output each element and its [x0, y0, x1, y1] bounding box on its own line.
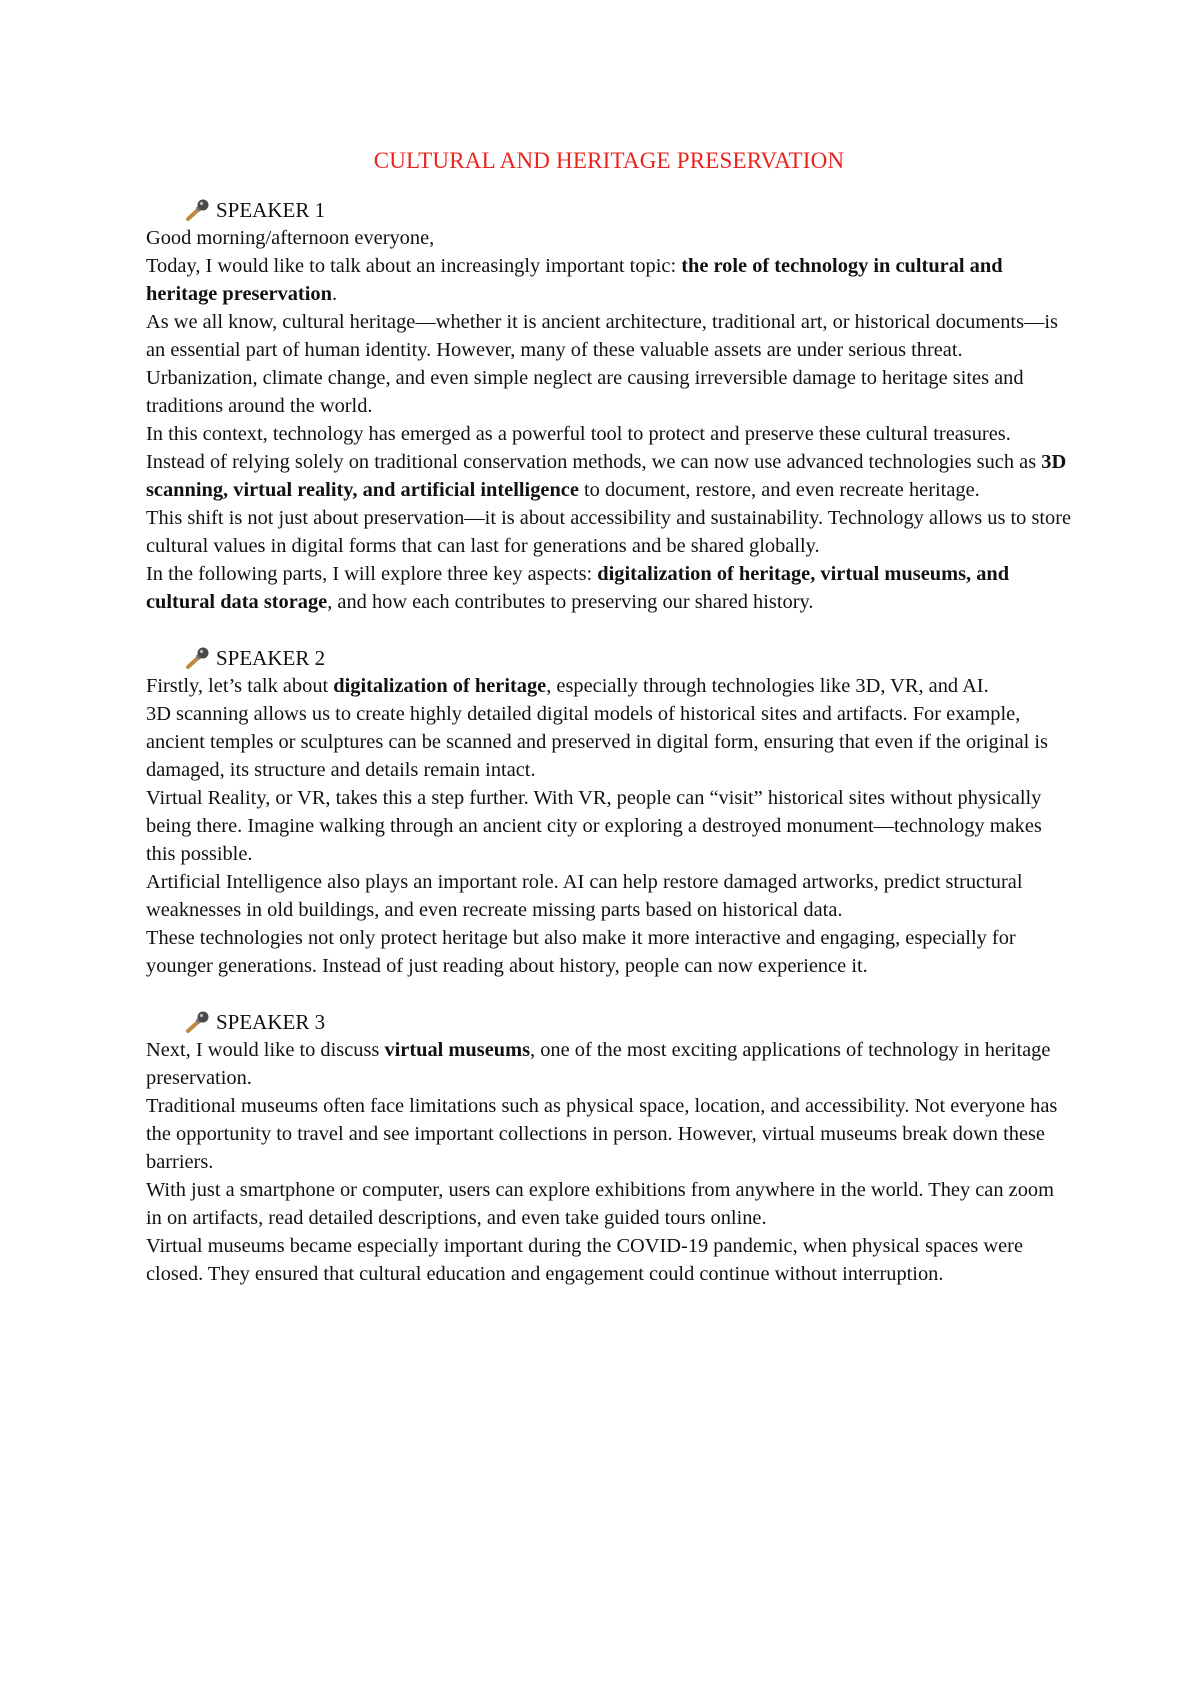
text-run: In the following parts, I will explore three key aspects: — [146, 563, 598, 585]
paragraph — [146, 924, 1072, 980]
bold-phrase: digitalization of heritage — [333, 675, 547, 697]
text-run: Today, I would like to talk about an increasingly important topic: — [146, 255, 682, 277]
text-run: , especially through technologies like 3D, VR, and AI. — [546, 675, 989, 697]
paragraph — [146, 308, 1072, 420]
text-run: In this context, technology has emerged as a powerful tool to protect and preserve these cultural treasures. Instead of relying solely on traditional conservation methods, we can now use advanced technologies such as — [146, 423, 1042, 473]
paragraph — [146, 1036, 1072, 1092]
paragraph — [146, 224, 1072, 252]
text-run: Virtual Reality, or VR, takes this a step further. With VR, people can “visit” historical sites without physically being there. Imagine walking through an ancient city or exploring a destroyed monument—technology makes this possible. — [146, 787, 1042, 865]
microphone-icon — [184, 1011, 212, 1033]
bold-phrase: the role of technology in cultural and heritage preservation — [146, 255, 1003, 305]
text-run: As we all know, cultural heritage—whether it is ancient architecture, traditional art, or historical documents—is an essential part of human identity. However, many of these valuable assets are under serious threat. Urbanization, climate change, and even simple neglect are causing irreversible damage to heritage sites and traditions around the world. — [146, 311, 1058, 417]
speaker-section-3 — [146, 1008, 1072, 1288]
paragraph — [146, 700, 1072, 784]
speaker-heading-label: SPEAKER 2 — [216, 646, 326, 670]
microphone-icon — [184, 647, 212, 669]
text-run: Good morning/afternoon everyone, — [146, 227, 435, 249]
text-run: Artificial Intelligence also plays an important role. AI can help restore damaged artworks, predict structural weaknesses in old buildings, and even recreate missing parts based on historical data. — [146, 871, 1023, 921]
text-run: Next, I would like to discuss — [146, 1039, 385, 1061]
paragraph — [146, 868, 1072, 924]
speaker-heading — [146, 1008, 1072, 1036]
speaker-heading-label: SPEAKER 1 — [216, 198, 326, 222]
speaker-section-2 — [146, 644, 1072, 980]
paragraph — [146, 560, 1072, 616]
speaker-heading-label: SPEAKER 3 — [216, 1010, 326, 1034]
text-run: With just a smartphone or computer, users can explore exhibitions from anywhere in the world. They can zoom in on artifacts, read detailed descriptions, and even take guided tours online. — [146, 1179, 1054, 1229]
paragraph — [146, 1176, 1072, 1232]
paragraph — [146, 252, 1072, 308]
speaker-heading — [146, 644, 1072, 672]
text-run: . — [331, 283, 338, 305]
bold-phrase: virtual museums — [384, 1039, 531, 1061]
text-run: , one of the most exciting applications of technology in heritage preservation. — [146, 1039, 1051, 1089]
document-title: CULTURAL AND HERITAGE PRESERVATION — [373, 148, 845, 173]
paragraph — [146, 504, 1072, 560]
text-run: This shift is not just about preservation—it is about accessibility and sustainability. Technology allows us to store cultural values in digital forms that can last for generations and be shared globally. — [146, 507, 1072, 557]
paragraph — [146, 784, 1072, 868]
speaker-section-1 — [146, 196, 1072, 616]
speaker-sections — [146, 196, 1072, 1288]
bold-phrase: 3D scanning, virtual reality, and artificial intelligence — [146, 451, 1067, 501]
text-run: These technologies not only protect heritage but also make it more interactive and engaging, especially for younger generations. Instead of just reading about history, people can now experience it. — [146, 927, 1016, 977]
paragraph — [146, 1232, 1072, 1288]
text-run: Traditional museums often face limitations such as physical space, location, and accessibility. Not everyone has the opportunity to travel and see important collections in person. However, virtual museums break down these barriers. — [146, 1095, 1058, 1173]
text-run: 3D scanning allows us to create highly detailed digital models of historical sites and artifacts. For example, ancient temples or sculptures can be scanned and preserved in digital form, ensuring that even if the original is damaged, its structure and details remain intact. — [146, 703, 1048, 781]
text-run: Firstly, let’s talk about — [146, 675, 334, 697]
paragraph — [146, 1092, 1072, 1176]
bold-phrase: digitalization of heritage, virtual museums, and cultural data storage — [146, 563, 1010, 613]
speaker-heading — [146, 196, 1072, 224]
text-run: to document, restore, and even recreate heritage. — [578, 479, 980, 501]
paragraph — [146, 420, 1072, 504]
microphone-icon — [184, 199, 212, 221]
text-run: , and how each contributes to preserving our shared history. — [327, 591, 814, 613]
text-run: Virtual museums became especially important during the COVID-19 pandemic, when physical spaces were closed. They ensured that cultural education and engagement could continue without interruption. — [146, 1235, 1024, 1285]
paragraph — [146, 672, 1072, 700]
